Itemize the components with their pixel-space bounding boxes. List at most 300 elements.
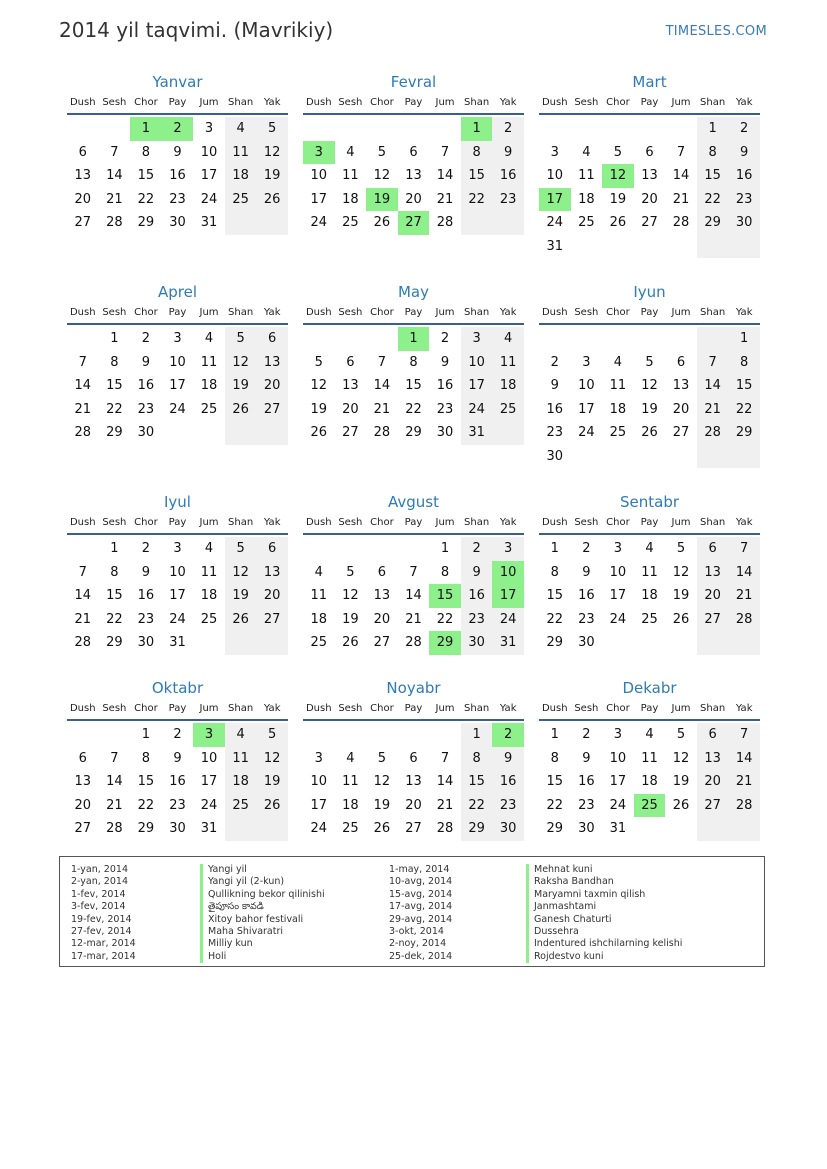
day-cell[interactable]: 30 [137, 425, 155, 440]
day-cell[interactable]: 9 [550, 378, 559, 393]
day-cell[interactable]: 27 [697, 608, 729, 632]
day-cell[interactable]: 23 [169, 797, 186, 813]
day-cell[interactable]: 9 [492, 141, 524, 165]
day-cell[interactable]: 15 [461, 770, 493, 794]
day-cell[interactable]: 26 [373, 821, 391, 836]
day-cell[interactable]: 23 [578, 797, 595, 813]
day-cell[interactable]: 27 [373, 635, 391, 650]
day-cell[interactable]: 13 [697, 747, 729, 771]
day-cell[interactable]: 30 [578, 635, 595, 650]
day-cell[interactable]: 4 [204, 331, 214, 346]
day-cell[interactable]: 22 [546, 611, 564, 627]
day-cell[interactable]: 17 [310, 191, 328, 207]
day-cell[interactable]: 13 [641, 168, 658, 183]
day-cell[interactable]: 31 [609, 821, 627, 836]
day-cell[interactable]: 27 [256, 398, 288, 422]
day-cell[interactable]: 19 [256, 770, 288, 794]
day-cell[interactable]: 24 [310, 821, 328, 836]
day-cell[interactable]: 13 [342, 378, 359, 393]
day-cell[interactable]: 16 [169, 774, 186, 789]
day-cell[interactable]: 14 [436, 774, 454, 789]
day-cell[interactable]: 17 [461, 374, 493, 398]
day-cell[interactable]: 9 [141, 564, 151, 580]
day-cell[interactable]: 14 [405, 588, 422, 603]
day-cell[interactable]: 20 [256, 584, 288, 608]
day-cell[interactable]: 2 [582, 727, 591, 742]
day-cell[interactable]: 23 [137, 611, 155, 627]
day-cell[interactable]: 14 [373, 378, 391, 393]
day-cell[interactable]: 16 [436, 378, 454, 393]
day-cell[interactable]: 25 [492, 398, 524, 422]
day-cell[interactable]: 29 [461, 817, 493, 841]
day-cell[interactable]: 21 [728, 770, 760, 794]
day-cell[interactable]: 22 [137, 797, 155, 813]
day-cell[interactable]: 20 [74, 797, 92, 813]
day-cell[interactable]: 23 [492, 794, 524, 818]
day-cell[interactable]: 21 [106, 797, 123, 813]
day-cell[interactable]: 22 [436, 611, 454, 627]
day-cell[interactable]: 8 [550, 750, 559, 766]
day-cell[interactable]: 28 [74, 635, 92, 650]
day-cell[interactable]: 20 [74, 191, 92, 207]
day-cell[interactable]: 7 [440, 144, 450, 160]
day-cell[interactable]: 18 [310, 611, 328, 627]
day-cell[interactable]: 4 [225, 723, 257, 747]
day-cell[interactable]: 3 [492, 537, 524, 561]
day-cell[interactable]: 27 [405, 821, 422, 836]
day-cell[interactable]: 30 [578, 821, 595, 836]
day-cell[interactable]: 28 [373, 425, 391, 440]
day-cell[interactable]: 3 [303, 141, 335, 165]
day-cell[interactable]: 25 [609, 425, 627, 440]
day-cell[interactable]: 16 [169, 168, 186, 183]
day-cell[interactable]: 16 [137, 588, 155, 603]
day-cell[interactable]: 7 [728, 537, 760, 561]
day-cell[interactable]: 3 [193, 723, 225, 747]
day-cell[interactable]: 1 [550, 541, 559, 556]
day-cell[interactable]: 11 [492, 351, 524, 375]
day-cell[interactable]: 14 [728, 561, 760, 585]
day-cell[interactable]: 27 [398, 211, 430, 235]
day-cell[interactable]: 24 [578, 425, 595, 440]
day-cell[interactable]: 26 [256, 794, 288, 818]
day-cell[interactable]: 30 [169, 215, 186, 230]
day-cell[interactable]: 14 [436, 168, 454, 183]
day-cell[interactable]: 12 [256, 141, 288, 165]
day-cell[interactable]: 27 [74, 215, 92, 230]
day-cell[interactable]: 29 [137, 821, 155, 836]
day-cell[interactable]: 26 [310, 425, 328, 440]
day-cell[interactable]: 3 [314, 750, 323, 766]
day-cell[interactable]: 15 [405, 378, 422, 393]
day-cell[interactable]: 19 [641, 401, 658, 417]
day-cell[interactable]: 8 [728, 351, 760, 375]
day-cell[interactable]: 6 [346, 354, 355, 370]
day-cell[interactable]: 23 [578, 611, 595, 627]
day-cell[interactable]: 5 [225, 537, 257, 561]
day-cell[interactable]: 6 [409, 750, 418, 766]
day-cell[interactable]: 4 [225, 117, 257, 141]
day-cell[interactable]: 20 [697, 770, 729, 794]
day-cell[interactable]: 12 [310, 378, 328, 393]
day-cell[interactable]: 10 [609, 750, 627, 766]
day-cell[interactable]: 31 [461, 421, 493, 445]
day-cell[interactable]: 7 [409, 564, 418, 580]
day-cell[interactable]: 15 [728, 374, 760, 398]
day-cell[interactable]: 29 [137, 215, 155, 230]
day-cell[interactable]: 13 [256, 561, 288, 585]
day-cell[interactable]: 23 [492, 188, 524, 212]
day-cell[interactable]: 26 [609, 215, 627, 230]
day-cell[interactable]: 19 [366, 188, 398, 212]
day-cell[interactable]: 8 [141, 144, 151, 160]
day-cell[interactable]: 27 [74, 821, 92, 836]
day-cell[interactable]: 8 [110, 354, 119, 370]
day-cell[interactable]: 29 [697, 211, 729, 235]
day-cell[interactable]: 8 [461, 141, 493, 165]
day-cell[interactable]: 9 [582, 750, 591, 766]
day-cell[interactable]: 11 [200, 564, 218, 580]
day-cell[interactable]: 28 [672, 215, 690, 230]
day-cell[interactable]: 11 [578, 168, 595, 183]
day-cell[interactable]: 29 [106, 635, 123, 650]
day-cell[interactable]: 30 [137, 635, 155, 650]
day-cell[interactable]: 22 [697, 188, 729, 212]
day-cell[interactable]: 4 [314, 564, 323, 580]
day-cell[interactable]: 25 [225, 188, 257, 212]
day-cell[interactable]: 10 [609, 564, 627, 580]
day-cell[interactable]: 25 [578, 215, 595, 230]
day-cell[interactable]: 21 [697, 398, 729, 422]
day-cell[interactable]: 13 [405, 774, 422, 789]
day-cell[interactable]: 4 [492, 327, 524, 351]
day-cell[interactable]: 14 [697, 374, 729, 398]
day-cell[interactable]: 6 [697, 537, 729, 561]
day-cell[interactable]: 20 [405, 191, 422, 207]
day-cell[interactable]: 8 [440, 564, 450, 580]
day-cell[interactable]: 20 [256, 374, 288, 398]
day-cell[interactable]: 26 [342, 635, 359, 650]
day-cell[interactable]: 12 [225, 561, 257, 585]
day-cell[interactable]: 21 [74, 611, 92, 627]
day-cell[interactable]: 14 [74, 588, 92, 603]
day-cell[interactable]: 24 [310, 215, 328, 230]
day-cell[interactable]: 17 [169, 588, 186, 603]
day-cell[interactable]: 24 [461, 398, 493, 422]
day-cell[interactable]: 3 [550, 144, 559, 160]
day-cell[interactable]: 26 [641, 425, 658, 440]
day-cell[interactable]: 3 [461, 327, 493, 351]
day-cell[interactable]: 21 [373, 401, 391, 417]
day-cell[interactable]: 30 [461, 631, 493, 655]
day-cell[interactable]: 29 [728, 421, 760, 445]
day-cell[interactable]: 1 [110, 541, 119, 556]
day-cell[interactable]: 9 [141, 354, 151, 370]
day-cell[interactable]: 24 [200, 191, 218, 207]
day-cell[interactable]: 2 [550, 354, 559, 370]
day-cell[interactable]: 5 [256, 723, 288, 747]
day-cell[interactable]: 29 [546, 821, 564, 836]
day-cell[interactable]: 11 [342, 774, 359, 789]
day-cell[interactable]: 17 [200, 774, 218, 789]
day-cell[interactable]: 14 [74, 378, 92, 393]
day-cell[interactable]: 25 [641, 611, 658, 627]
day-cell[interactable]: 1 [728, 327, 760, 351]
day-cell[interactable]: 14 [728, 747, 760, 771]
day-cell[interactable]: 26 [225, 398, 257, 422]
day-cell[interactable]: 17 [310, 797, 328, 813]
day-cell[interactable]: 10 [310, 168, 328, 183]
day-cell[interactable]: 26 [672, 611, 690, 627]
day-cell[interactable]: 4 [204, 541, 214, 556]
day-cell[interactable]: 29 [546, 635, 564, 650]
day-cell[interactable]: 22 [106, 611, 123, 627]
day-cell[interactable]: 9 [173, 750, 182, 766]
day-cell[interactable]: 1 [461, 117, 493, 141]
day-cell[interactable]: 22 [106, 401, 123, 417]
day-cell[interactable]: 23 [461, 608, 493, 632]
day-cell[interactable]: 5 [225, 327, 257, 351]
day-cell[interactable]: 24 [200, 797, 218, 813]
day-cell[interactable]: 23 [137, 401, 155, 417]
day-cell[interactable]: 31 [492, 631, 524, 655]
day-cell[interactable]: 6 [697, 723, 729, 747]
day-cell[interactable]: 25 [342, 215, 359, 230]
day-cell[interactable]: 26 [373, 215, 391, 230]
day-cell[interactable]: 29 [429, 631, 461, 655]
day-cell[interactable]: 13 [697, 561, 729, 585]
day-cell[interactable]: 12 [256, 747, 288, 771]
day-cell[interactable]: 10 [492, 561, 524, 585]
day-cell[interactable]: 28 [106, 215, 123, 230]
day-cell[interactable]: 27 [697, 794, 729, 818]
day-cell[interactable]: 19 [672, 774, 690, 789]
day-cell[interactable]: 16 [492, 770, 524, 794]
day-cell[interactable]: 2 [461, 537, 493, 561]
day-cell[interactable]: 23 [436, 401, 454, 417]
day-cell[interactable]: 7 [697, 351, 729, 375]
day-cell[interactable]: 9 [461, 561, 493, 585]
day-cell[interactable]: 9 [440, 354, 450, 370]
day-cell[interactable]: 25 [634, 794, 666, 818]
day-cell[interactable]: 28 [436, 821, 454, 836]
day-cell[interactable]: 23 [169, 191, 186, 207]
day-cell[interactable]: 11 [225, 747, 257, 771]
day-cell[interactable]: 1 [697, 117, 729, 141]
day-cell[interactable]: 10 [546, 168, 564, 183]
day-cell[interactable]: 20 [405, 797, 422, 813]
day-cell[interactable]: 1 [461, 723, 493, 747]
day-cell[interactable]: 2 [728, 117, 760, 141]
day-cell[interactable]: 13 [405, 168, 422, 183]
day-cell[interactable]: 13 [74, 774, 92, 789]
day-cell[interactable]: 27 [342, 425, 359, 440]
day-cell[interactable]: 8 [409, 354, 418, 370]
day-cell[interactable]: 18 [609, 401, 627, 417]
day-cell[interactable]: 15 [697, 164, 729, 188]
day-cell[interactable]: 16 [578, 774, 595, 789]
day-cell[interactable]: 12 [373, 168, 391, 183]
day-cell[interactable]: 12 [672, 564, 690, 580]
day-cell[interactable]: 4 [582, 144, 591, 160]
day-cell[interactable]: 29 [405, 425, 422, 440]
day-cell[interactable]: 3 [582, 354, 591, 370]
day-cell[interactable]: 30 [436, 425, 454, 440]
day-cell[interactable]: 17 [609, 774, 627, 789]
day-cell[interactable]: 17 [539, 188, 571, 212]
day-cell[interactable]: 6 [78, 144, 87, 160]
day-cell[interactable]: 3 [613, 727, 623, 742]
day-cell[interactable]: 3 [204, 121, 214, 136]
day-cell[interactable]: 22 [461, 794, 493, 818]
day-cell[interactable]: 17 [492, 584, 524, 608]
day-cell[interactable]: 18 [492, 374, 524, 398]
day-cell[interactable]: 2 [440, 331, 450, 346]
day-cell[interactable]: 26 [225, 608, 257, 632]
day-cell[interactable]: 20 [697, 584, 729, 608]
day-cell[interactable]: 21 [74, 401, 92, 417]
day-cell[interactable]: 18 [225, 164, 257, 188]
day-cell[interactable]: 1 [550, 727, 559, 742]
day-cell[interactable]: 4 [346, 750, 355, 766]
day-cell[interactable]: 12 [672, 750, 690, 766]
day-cell[interactable]: 24 [609, 797, 627, 813]
day-cell[interactable]: 26 [256, 188, 288, 212]
day-cell[interactable]: 22 [461, 188, 493, 212]
day-cell[interactable]: 28 [74, 425, 92, 440]
day-cell[interactable]: 13 [373, 588, 391, 603]
day-cell[interactable]: 19 [672, 588, 690, 603]
day-cell[interactable]: 10 [578, 378, 595, 393]
day-cell[interactable]: 28 [697, 421, 729, 445]
day-cell[interactable]: 9 [492, 747, 524, 771]
day-cell[interactable]: 16 [728, 164, 760, 188]
day-cell[interactable]: 25 [200, 401, 218, 417]
day-cell[interactable]: 6 [377, 564, 387, 580]
day-cell[interactable]: 8 [110, 564, 119, 580]
day-cell[interactable]: 13 [256, 351, 288, 375]
day-cell[interactable]: 16 [492, 164, 524, 188]
day-cell[interactable]: 1 [440, 541, 450, 556]
day-cell[interactable]: 1 [130, 117, 162, 141]
day-cell[interactable]: 21 [672, 191, 690, 207]
day-cell[interactable]: 11 [200, 354, 218, 370]
day-cell[interactable]: 3 [173, 331, 182, 346]
day-cell[interactable]: 24 [609, 611, 627, 627]
day-cell[interactable]: 22 [405, 401, 422, 417]
day-cell[interactable]: 16 [546, 401, 564, 417]
day-cell[interactable]: 10 [200, 750, 218, 766]
day-cell[interactable]: 5 [645, 354, 654, 370]
day-cell[interactable]: 7 [110, 750, 119, 766]
day-cell[interactable]: 6 [256, 537, 288, 561]
day-cell[interactable]: 30 [546, 448, 564, 464]
day-cell[interactable]: 2 [582, 541, 591, 556]
day-cell[interactable]: 30 [169, 821, 186, 836]
day-cell[interactable]: 22 [137, 191, 155, 207]
day-cell[interactable]: 5 [377, 750, 387, 766]
day-cell[interactable]: 15 [546, 774, 564, 789]
day-cell[interactable]: 5 [256, 117, 288, 141]
day-cell[interactable]: 7 [377, 354, 387, 370]
day-cell[interactable]: 11 [310, 588, 328, 603]
day-cell[interactable]: 2 [141, 541, 151, 556]
day-cell[interactable]: 8 [550, 564, 559, 580]
day-cell[interactable]: 6 [78, 750, 87, 766]
day-cell[interactable]: 25 [225, 794, 257, 818]
day-cell[interactable]: 31 [169, 635, 186, 650]
day-cell[interactable]: 14 [106, 774, 123, 789]
day-cell[interactable]: 28 [436, 215, 454, 230]
day-cell[interactable]: 31 [200, 821, 218, 836]
day-cell[interactable]: 4 [645, 541, 654, 556]
day-cell[interactable]: 7 [676, 144, 686, 160]
day-cell[interactable]: 5 [377, 144, 387, 160]
day-cell[interactable]: 4 [346, 144, 355, 160]
day-cell[interactable]: 11 [225, 141, 257, 165]
day-cell[interactable]: 5 [314, 354, 323, 370]
day-cell[interactable]: 19 [342, 611, 359, 627]
day-cell[interactable]: 9 [582, 564, 591, 580]
day-cell[interactable]: 9 [728, 141, 760, 165]
day-cell[interactable]: 5 [346, 564, 355, 580]
day-cell[interactable]: 18 [641, 588, 658, 603]
day-cell[interactable]: 28 [106, 821, 123, 836]
day-cell[interactable]: 15 [106, 588, 123, 603]
day-cell[interactable]: 8 [141, 750, 151, 766]
day-cell[interactable]: 10 [200, 144, 218, 160]
day-cell[interactable]: 24 [492, 608, 524, 632]
day-cell[interactable]: 16 [137, 378, 155, 393]
day-cell[interactable]: 23 [546, 425, 564, 440]
day-cell[interactable]: 18 [641, 774, 658, 789]
day-cell[interactable]: 21 [405, 611, 422, 627]
day-cell[interactable]: 27 [256, 608, 288, 632]
day-cell[interactable]: 15 [429, 584, 461, 608]
day-cell[interactable]: 3 [613, 541, 623, 556]
day-cell[interactable]: 1 [141, 727, 151, 742]
day-cell[interactable]: 4 [613, 354, 623, 370]
day-cell[interactable]: 10 [169, 354, 186, 370]
day-cell[interactable]: 25 [342, 821, 359, 836]
day-cell[interactable]: 11 [342, 168, 359, 183]
day-cell[interactable]: 18 [578, 191, 595, 207]
day-cell[interactable]: 11 [609, 378, 627, 393]
day-cell[interactable]: 20 [342, 401, 359, 417]
brand-logo-text[interactable]: TIMESLES.COM [665, 24, 767, 39]
day-cell[interactable]: 18 [342, 191, 359, 207]
day-cell[interactable]: 7 [78, 354, 87, 370]
day-cell[interactable]: 21 [728, 584, 760, 608]
day-cell[interactable]: 16 [578, 588, 595, 603]
day-cell[interactable]: 6 [409, 144, 418, 160]
day-cell[interactable]: 13 [672, 378, 690, 393]
day-cell[interactable]: 11 [641, 750, 658, 766]
day-cell[interactable]: 13 [74, 168, 92, 183]
day-cell[interactable]: 15 [546, 588, 564, 603]
day-cell[interactable]: 6 [256, 327, 288, 351]
day-cell[interactable]: 28 [728, 608, 760, 632]
day-cell[interactable]: 17 [169, 378, 186, 393]
day-cell[interactable]: 19 [310, 401, 328, 417]
day-cell[interactable]: 18 [200, 378, 218, 393]
day-cell[interactable]: 6 [645, 144, 654, 160]
day-cell[interactable]: 27 [641, 215, 658, 230]
day-cell[interactable]: 28 [728, 794, 760, 818]
day-cell[interactable]: 21 [436, 191, 454, 207]
day-cell[interactable]: 29 [106, 425, 123, 440]
day-cell[interactable]: 25 [310, 635, 328, 650]
